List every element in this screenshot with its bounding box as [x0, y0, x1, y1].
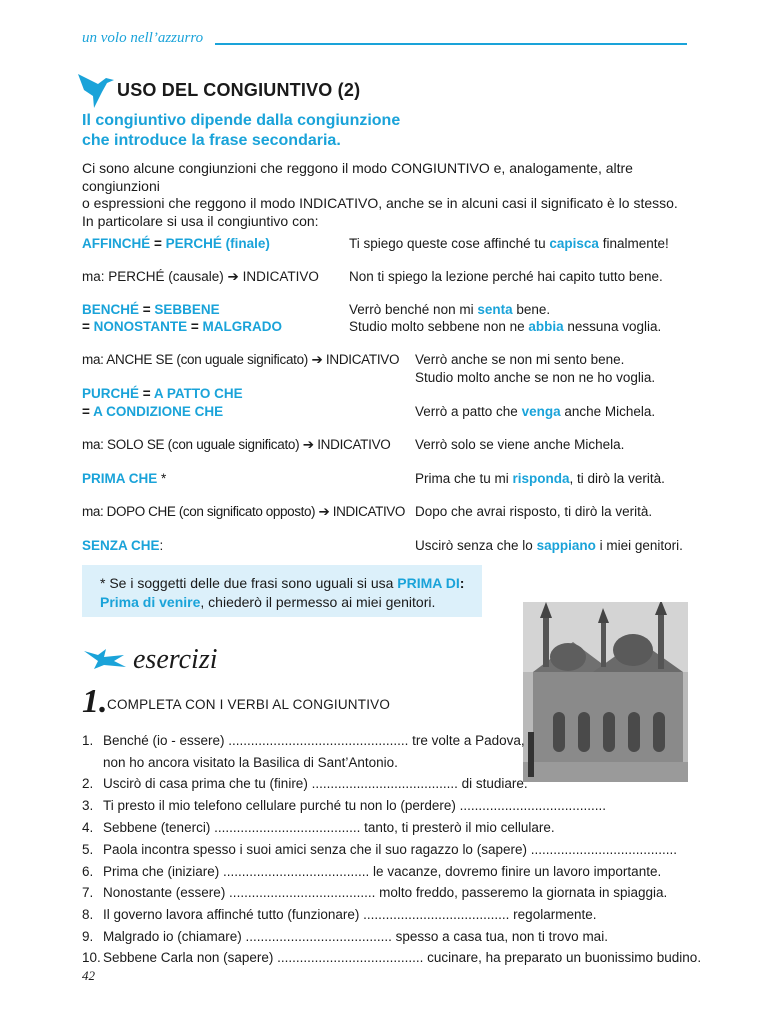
rule-a-condizione-che: = A CONDIZIONE CHE	[82, 404, 224, 419]
example-prima-che: Prima che tu mi risponda, ti dirò la verità.	[415, 471, 665, 486]
exercise-item-number: 1.	[82, 733, 94, 748]
page-number: 42	[82, 968, 95, 983]
exercise-item-number: 10.	[82, 950, 101, 965]
rule-anche-se: ma: ANCHE SE (con uguale significato) ➔ INDICATIVO	[82, 352, 400, 367]
exercise-item-number: 4.	[82, 820, 94, 835]
rule-perche-causale: ma: PERCHÉ (causale) ➔ INDICATIVO	[82, 269, 319, 284]
intro-line-1: Ci sono alcune congiunzioni che reggono il modo CONGIUNTIVO e, analogamente, altre congiunzioni	[82, 160, 633, 194]
subtitle-line-2: che introduce la frase secondaria.	[82, 132, 341, 149]
rule-benche: BENCHÉ = SEBBENE	[82, 302, 220, 317]
exercise-item-number: 2.	[82, 776, 94, 791]
bird-flying-icon	[84, 645, 128, 671]
exercise-title: COMPLETA CON I VERBI AL CONGIUNTIVO	[107, 697, 391, 712]
exercise-item	[82, 820, 555, 835]
example-solo-se: Verrò solo se viene anche Michela.	[415, 437, 625, 452]
rule-senza-che: SENZA CHE:	[82, 538, 164, 553]
page-subtitle	[82, 111, 400, 151]
example-benche: Verrò benché non mi senta bene.	[349, 302, 551, 317]
intro-line-2: o espressioni che reggono il modo INDICATIVO, anche se in alcuni casi il significato è lo stesso.	[82, 195, 678, 211]
exercise-item	[82, 885, 667, 900]
intro-paragraph	[82, 160, 702, 230]
example-anche-se-1: Verrò anche se non mi sento bene.	[415, 352, 625, 367]
intro-line-3: In particolare si usa il congiuntivo con:	[82, 212, 319, 229]
exercise-item-number: 6.	[82, 864, 94, 879]
example-anche-se-2: Studio molto anche se non ne ho voglia.	[415, 370, 656, 385]
exercise-item-text: Paola incontra spesso i suoi amici senza che il suo ragazzo lo (sapere) .......................................	[103, 842, 677, 857]
rule-prima-che: PRIMA CHE *	[82, 471, 167, 486]
exercise-item	[82, 755, 398, 770]
exercise-item-text: Ti presto il mio telefono cellulare purché tu non lo (perdere) .......................................	[103, 798, 606, 813]
exercise-item	[82, 733, 525, 748]
example-dopo-che: Dopo che avrai risposto, ti dirò la verità.	[415, 504, 653, 519]
rule-nonostante: = NONOSTANTE = MALGRADO	[82, 319, 283, 334]
exercise-item-text: Uscirò di casa prima che tu (finire) ....................................... di studiare.	[103, 776, 528, 791]
exercises-heading: esercizi	[133, 644, 218, 675]
subtitle-line-1: Il congiuntivo dipende dalla congiunzione	[82, 112, 401, 129]
exercise-item	[82, 798, 606, 813]
exercise-item-number: 8.	[82, 907, 94, 922]
exercise-item	[82, 842, 677, 857]
example-perche-causale: Non ti spiego la lezione perché hai capito tutto bene.	[349, 269, 663, 284]
exercise-item	[82, 907, 596, 922]
rule-solo-se: ma: SOLO SE (con uguale significato) ➔ INDICATIVO	[82, 437, 391, 452]
rule-dopo-che: ma: DOPO CHE (con significato opposto) ➔ INDICATIVO	[82, 504, 406, 519]
hummingbird-icon	[76, 70, 116, 110]
note-box	[82, 565, 482, 617]
exercise-item-number: 7.	[82, 885, 94, 900]
rule-purche: PURCHÉ = A PATTO CHE	[82, 386, 243, 401]
exercise-number: 1.	[82, 683, 108, 720]
exercise-item-number: 3.	[82, 798, 94, 813]
note-line-1: * Se i soggetti delle due frasi sono uguali si usa PRIMA DI:	[100, 575, 465, 591]
exercise-item-number: 9.	[82, 929, 94, 944]
example-senza-che: Uscirò senza che lo sappiano i miei genitori.	[415, 538, 683, 553]
exercise-item-text: Sebbene Carla non (sapere) ....................................... cucinare, ha preparato un buonissimo budino.	[103, 950, 702, 965]
example-purche: Verrò a patto che venga anche Michela.	[415, 404, 656, 419]
series-title: un volo nell’azzurro	[82, 30, 204, 46]
exercise-item-text: Benché (io - essere) ................................................ tre volte a Padova,	[103, 733, 525, 748]
page-title: USO DEL CONGIUNTIVO (2)	[117, 80, 361, 100]
exercise-item	[82, 864, 661, 879]
header-rule	[215, 43, 687, 45]
exercise-item-text: non ho ancora visitato la Basilica di Sant’Antonio.	[103, 755, 398, 770]
rule-affinche: AFFINCHÉ = PERCHÉ (finale)	[82, 236, 270, 251]
example-affinche: Ti spiego queste cose affinché tu capisca finalmente!	[349, 236, 669, 251]
exercise-item-text: Il governo lavora affinché tutto (funzionare) ....................................... regolarmente.	[103, 907, 597, 922]
exercise-item-number: 5.	[82, 842, 94, 857]
exercise-item-text: Sebbene (tenerci) ....................................... tanto, ti presterò il mio cellulare.	[103, 820, 555, 835]
exercise-item-text: Malgrado io (chiamare) ....................................... spesso a casa tua, non ti trovo mai.	[103, 929, 608, 944]
basilica-photo	[523, 602, 688, 782]
note-line-2: Prima di venire, chiederò il permesso ai miei genitori.	[100, 594, 436, 610]
exercise-item	[82, 776, 528, 791]
exercise-item-text: Nonostante (essere) ....................................... molto freddo, passeremo la giornata in spiaggia.	[103, 885, 668, 900]
exercise-item	[82, 929, 608, 944]
exercise-item-text: Prima che (iniziare) ....................................... le vacanze, dovremo finire un lavoro importante.	[103, 864, 662, 879]
exercise-item	[82, 950, 701, 965]
example-sebbene: Studio molto sebbene non ne abbia nessuna voglia.	[349, 319, 662, 334]
